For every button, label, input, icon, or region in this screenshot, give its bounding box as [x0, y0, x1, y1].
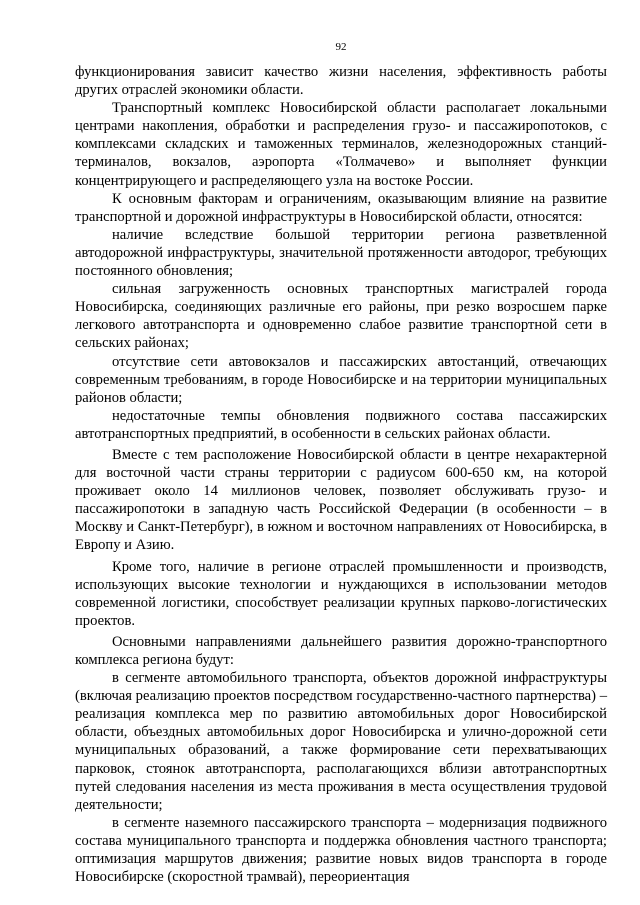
page-number: 92 [335, 41, 347, 53]
list-item-direction-automobile: в сегменте автомобильного транспорта, объектов дорожной инфраструктуры (включая реализацию проектов посредством государственно-частного партнерства) – реализация комплекса мер по развитию автомобильных дорог Новосибирской области, объездных автомобильных дорог Новосибирска и улично-дорожной сети муниципальных образований, а также формирование сети перехватывающих парковок, стоянок автотранспорта, располагающихся вблизи автотранспортных путей следования населения из места проживания в места осуществления трудовой деятельности; [75, 670, 607, 813]
list-item-factor-bus-stations: отсутствие сети автовокзалов и пассажирских автостанций, отвечающих современным требованиям, в городе Новосибирске и на территории муниципальных районов области; [75, 353, 607, 406]
paragraph-continuation: функционирования зависит качество жизни населения, эффективность работы других отраслей экономики области. [75, 64, 607, 99]
paragraph-directions-intro: Основными направлениями дальнейшего развития дорожно-транспортного комплекса региона будут: [75, 633, 607, 668]
paragraph-logistics: Кроме того, наличие в регионе отраслей промышленности и производств, использующих высокие технологии и нуждающихся в использовании методов современной логистики, способствует реализации крупных парково-логистических проектов. [75, 558, 607, 629]
list-item-factor-road-network: наличие вследствие большой территории региона разветвленной автодорожной инфраструктуры, значительной протяженности автодорог, требующих постоянного обновления; [75, 226, 607, 280]
list-item-factor-rolling-stock: недостаточные темпы обновления подвижного состава пассажирских автотранспортных предприятий, в особенности в сельских районах области. [75, 407, 607, 442]
paragraph-transport-complex: Транспортный комплекс Новосибирской области располагает локальными центрами накопления, обработки и распределения грузо- и пассажиропотоков, с комплексами складских и таможенных терминалов, железнодорожных станций-терминалов, вокзалов, аэропорта «Толмачево» и выполняет функции концентрирующего и распределяющего узла на востоке России. [75, 100, 607, 189]
paragraph-location: Вместе с тем расположение Новосибирской области в центре нехарактерной для восточной части страны территории с радиусом 600-650 км, на которой проживает около 14 миллионов человек, позволяет обслуживать грузо- и пассажиропотоки в западную часть Российской Федерации (в особенности – в Москву и Санкт-Петербург), в южном и восточном направлениях от Новосибирска, в Европу и Азию. [75, 446, 607, 554]
list-item-factor-congestion: сильная загруженность основных транспортных магистралей города Новосибирска, соединяющих различные его районы, при резко возросшем парке легкового автотранспорта и одновременно слабое развитие транспортной сети в сельских районах; [75, 281, 607, 352]
paragraph-factors-intro: К основным факторам и ограничениям, оказывающим влияние на развитие транспортной и дорожной инфраструктуры в Новосибирской области, относятся: [75, 190, 607, 225]
list-item-direction-passenger: в сегменте наземного пассажирского транспорта – модернизация подвижного состава муниципального транспорта и поддержка обновления частного транспорта; оптимизация маршрутов движения; развитие новых видов транспорта в городе Новосибирске (скоростной трамвай), переориентация [75, 814, 607, 886]
body-text [75, 63, 607, 886]
